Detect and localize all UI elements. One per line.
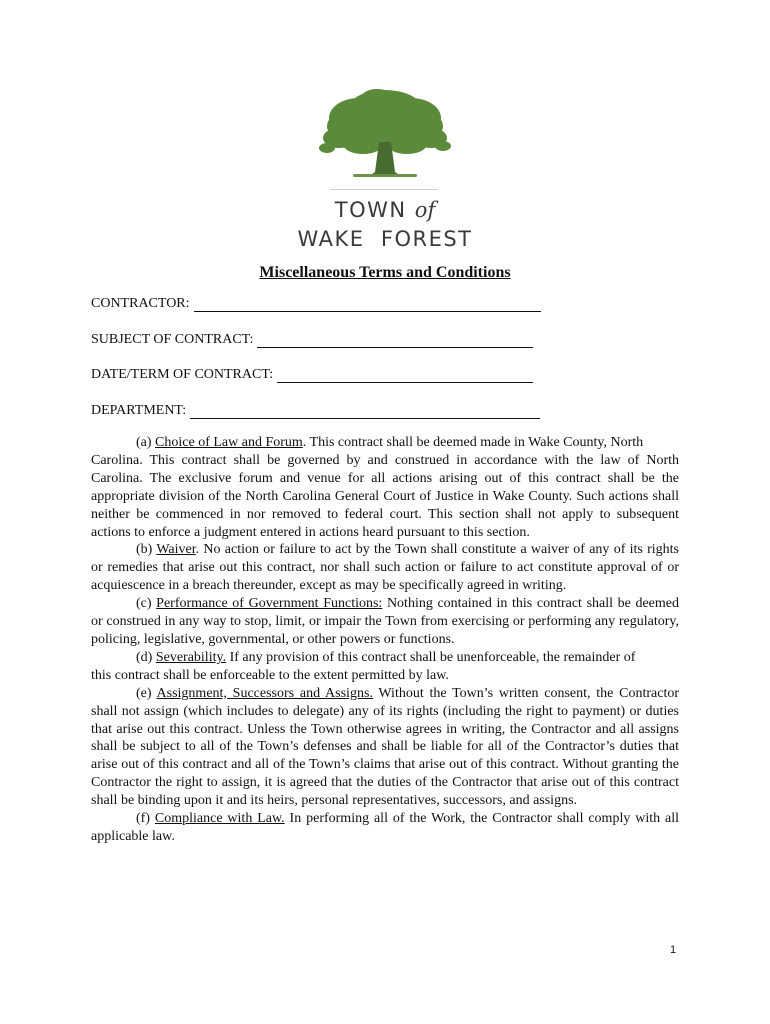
logo-text-town — [0, 198, 770, 222]
document-title: Miscellaneous Terms and Conditions — [259, 264, 511, 281]
section-body: this contract shall be enforceable to the extent permitted by law. — [91, 667, 449, 683]
contractor-blank[interactable] — [194, 297, 541, 312]
date-term-field — [91, 367, 533, 383]
section-heading: Choice of Law and Forum — [155, 435, 303, 450]
section-marker: (f) — [136, 811, 150, 827]
section-heading: Performance of Government Functions: — [156, 596, 383, 612]
department-blank[interactable] — [190, 404, 540, 419]
section-marker: (a) — [136, 435, 152, 450]
section-compliance — [91, 810, 679, 846]
section-lead: Nothing contained in this contract shall be deemed or construed in any way to stop, limit, or impair the Town from exercising or performing any regulatory, policing, legislative, governmental, or other powers or functions. — [91, 596, 680, 647]
section-marker: (d) — [136, 649, 153, 665]
section-marker: (b) — [136, 542, 153, 558]
subject-label: SUBJECT OF CONTRACT: — [91, 332, 254, 347]
section-government-functions — [91, 595, 679, 649]
terms-body — [91, 434, 679, 846]
oak-tree-icon — [319, 88, 451, 180]
section-heading: Compliance with Law. — [154, 811, 285, 827]
section-lead: . This contract shall be deemed made in Wake County, North — [302, 435, 644, 450]
subject-blank[interactable] — [257, 333, 533, 348]
date-term-label: DATE/TERM OF CONTRACT: — [91, 367, 274, 382]
section-marker: (c) — [136, 596, 152, 612]
section-heading: Severability. — [155, 649, 227, 665]
date-term-blank[interactable] — [277, 368, 533, 383]
subject-field — [91, 332, 533, 348]
logo-divider — [330, 189, 438, 190]
section-body: Carolina. This contract shall be governed by and construed in accordance with the law of North Carolina. The exclusive forum and venue for all actions arising out of this contract shall be the appropriate division of the North Carolina General Court of Justice in Wake County. Such actions shall neither be commenced in nor removed to federal court. This section shall not apply to subsequent actions to enforce a judgment entered in actions heard pursuant to this section. — [91, 452, 679, 540]
logo-of-word: of — [414, 198, 436, 222]
contractor-label: CONTRACTOR: — [91, 296, 190, 311]
department-label: DEPARTMENT: — [91, 403, 187, 418]
page-number: 1 — [670, 944, 677, 956]
section-heading: Waiver — [156, 542, 196, 558]
section-severability — [91, 649, 679, 685]
section-assignment — [91, 685, 679, 810]
department-field — [91, 403, 540, 419]
section-lead: . No action or failure to act by the Town shall constitute a waiver of any of its rights or remedies that arise out this contract, nor shall such action or failure to act constitute approval of or acquiescence in a breach thereunder, except as may be specifically agreed in writing. — [91, 542, 679, 594]
section-heading: Assignment, Successors and Assigns. — [156, 685, 373, 701]
section-choice-of-law — [91, 434, 679, 541]
section-waiver — [91, 541, 679, 595]
section-lead: If any provision of this contract shall be unenforceable, the remainder of — [226, 649, 636, 665]
contractor-field — [91, 296, 541, 312]
section-lead: Without the Town’s written consent, the Contractor shall not assign (which includes to delegate) any of its rights (including the right to payment) or duties that arise out this contract. Unless the Town otherwise agrees in writing, the Contractor and all assigns shall be subject to all of the Town’s defenses and shall be liable for all of the Contractor’s duties that arise out of this contract and all of the Town’s claims that arise out of this contract. Without granting the Contractor the right to assign, it is agreed that the duties of the Contractor that arise out of this contract shall be binding upon it and its heirs, personal representatives, successors, and assigns. — [91, 685, 679, 809]
section-lead: In performing all of the Work, the Contractor shall comply with all applicable law. — [91, 811, 679, 844]
section-marker: (e) — [136, 685, 152, 701]
logo-text-wake-forest: WAKE FOREST — [297, 227, 473, 251]
town-logo — [290, 88, 480, 180]
logo-town-word: TOWN — [334, 198, 407, 222]
